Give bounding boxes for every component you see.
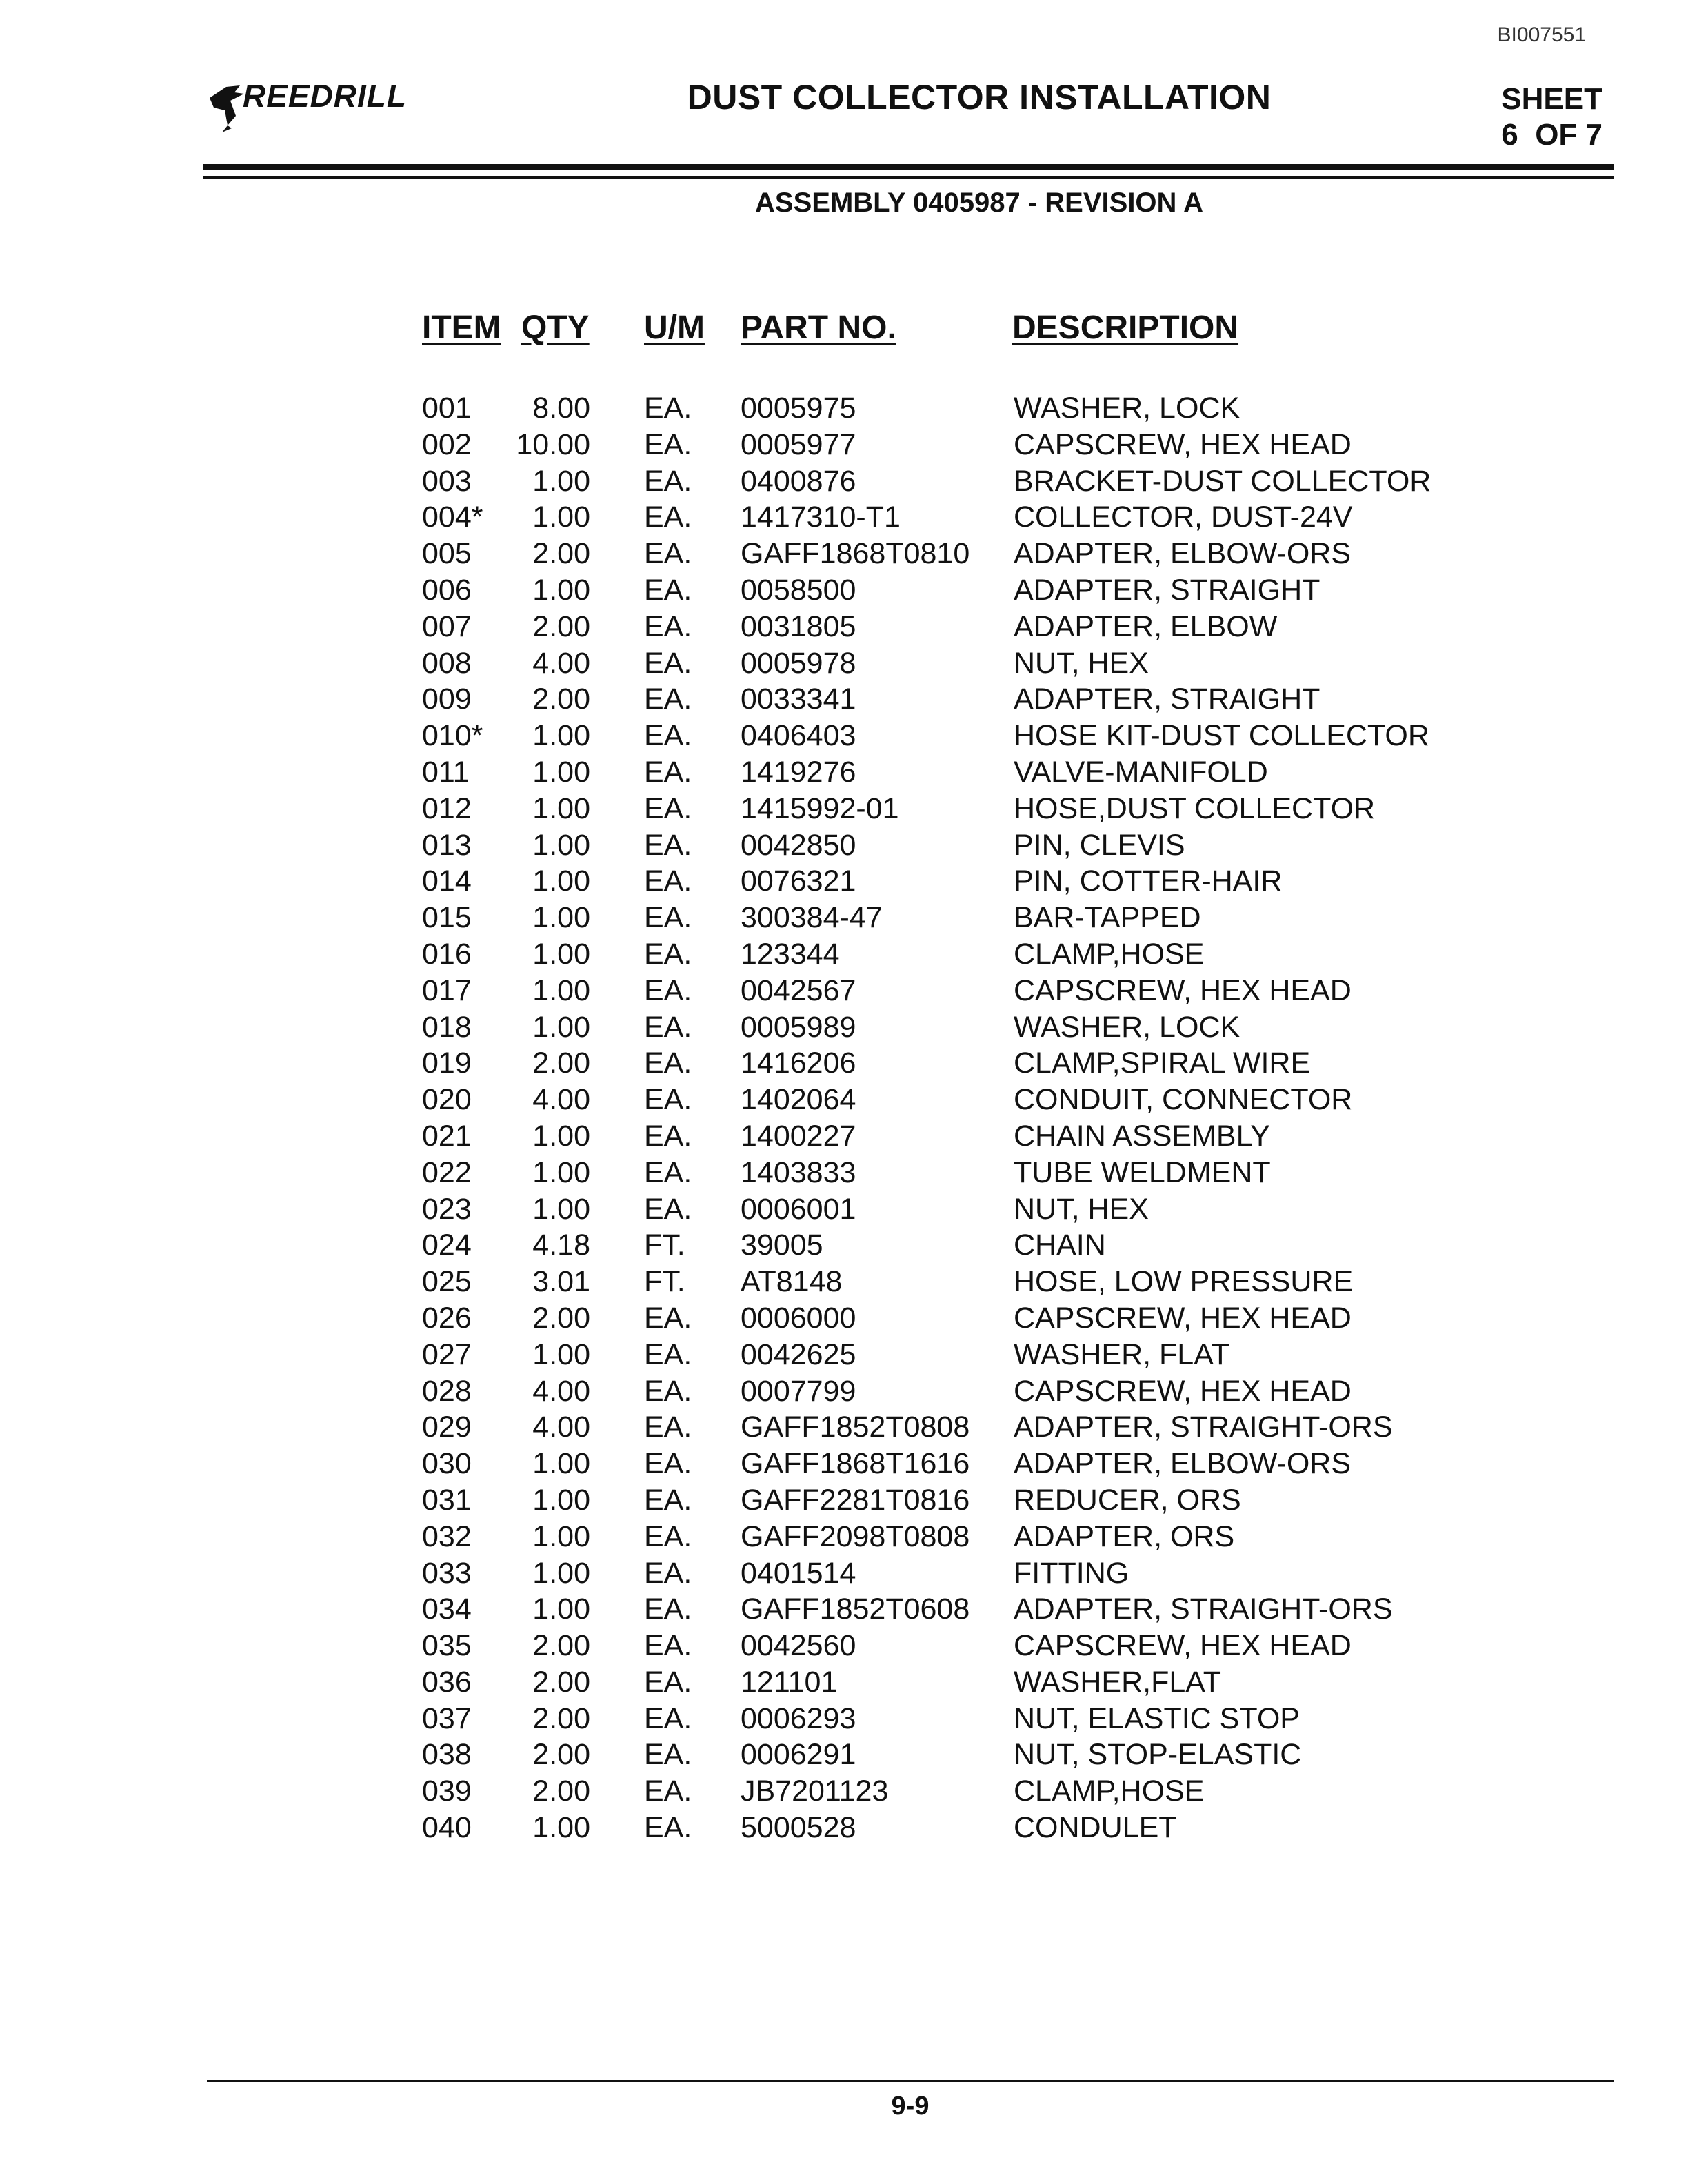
item-cell: 035: [422, 1629, 472, 1663]
um-cell: EA.: [644, 1337, 692, 1371]
part-number-cell: GAFF2281T0816: [741, 1483, 970, 1517]
col-header-qty: QTY: [521, 310, 590, 346]
qty-cell: 1.00: [532, 828, 590, 862]
table-row: [0, 392, 1688, 428]
table-row: [0, 938, 1688, 974]
qty-cell: 1.00: [532, 1593, 590, 1626]
part-number-cell: 123344: [741, 937, 840, 971]
table-row: [0, 1011, 1688, 1047]
item-cell: 010*: [422, 719, 483, 753]
um-cell: EA.: [644, 1701, 692, 1735]
table-row: [0, 974, 1688, 1011]
table-row: [0, 1193, 1688, 1229]
qty-cell: 1.00: [532, 791, 590, 825]
um-cell: EA.: [644, 646, 692, 680]
description-cell: VALVE-MANIFOLD: [1014, 755, 1268, 789]
table-row: [0, 682, 1688, 719]
item-cell: 037: [422, 1701, 472, 1735]
item-cell: 019: [422, 1046, 472, 1080]
um-cell: EA.: [644, 1775, 692, 1808]
part-number-cell: 1419276: [741, 755, 856, 789]
qty-cell: 1.00: [532, 973, 590, 1007]
item-cell: 022: [422, 1155, 472, 1189]
um-cell: EA.: [644, 609, 692, 643]
part-number-cell: 0058500: [741, 573, 856, 607]
item-cell: 028: [422, 1374, 472, 1408]
part-number-cell: GAFF1852T0608: [741, 1593, 970, 1626]
item-cell: 005: [422, 537, 472, 571]
table-row: [0, 1375, 1688, 1411]
table-row: [0, 1811, 1688, 1848]
um-cell: EA.: [644, 1593, 692, 1626]
description-cell: ADAPTER, STRAIGHT-ORS: [1014, 1410, 1393, 1444]
part-number-cell: 0042850: [741, 828, 856, 862]
qty-cell: 1.00: [532, 573, 590, 607]
table-row: [0, 574, 1688, 610]
part-number-cell: GAFF1868T1616: [741, 1447, 970, 1481]
um-cell: EA.: [644, 1447, 692, 1481]
part-number-cell: GAFF1868T0810: [741, 537, 970, 571]
part-number-cell: 5000528: [741, 1811, 856, 1845]
table-row: [0, 756, 1688, 792]
qty-cell: 1.00: [532, 937, 590, 971]
description-cell: WASHER, FLAT: [1014, 1337, 1229, 1371]
qty-cell: 1.00: [532, 865, 590, 898]
part-number-cell: 0076321: [741, 865, 856, 898]
item-cell: 021: [422, 1119, 472, 1153]
um-cell: EA.: [644, 1738, 692, 1772]
part-number-cell: GAFF2098T0808: [741, 1519, 970, 1553]
description-cell: BAR-TAPPED: [1014, 901, 1201, 935]
item-cell: 030: [422, 1447, 472, 1481]
um-cell: EA.: [644, 937, 692, 971]
qty-cell: 1.00: [532, 464, 590, 498]
item-cell: 007: [422, 609, 472, 643]
item-cell: 031: [422, 1483, 472, 1517]
item-cell: 012: [422, 791, 472, 825]
part-number-cell: 0042567: [741, 973, 856, 1007]
qty-cell: 1.00: [532, 1811, 590, 1845]
item-cell: 040: [422, 1811, 472, 1845]
qty-cell: 1.00: [532, 1155, 590, 1189]
part-number-cell: 1417310-T1: [741, 501, 901, 534]
part-number-cell: 0033341: [741, 682, 856, 716]
qty-cell: 8.00: [532, 392, 590, 425]
um-cell: EA.: [644, 828, 692, 862]
qty-cell: 1.00: [532, 719, 590, 753]
um-cell: EA.: [644, 1519, 692, 1553]
assembly-heading: ASSEMBLY 0405987 - REVISION A: [755, 188, 1203, 218]
table-row: [0, 1702, 1688, 1739]
logo-bird-icon: [207, 77, 248, 132]
item-cell: 003: [422, 464, 472, 498]
um-cell: EA.: [644, 682, 692, 716]
qty-cell: 2.00: [532, 1701, 590, 1735]
col-header-description: DESCRIPTION: [1012, 310, 1239, 346]
item-cell: 033: [422, 1556, 472, 1590]
description-cell: WASHER, LOCK: [1014, 1010, 1240, 1044]
qty-cell: 1.00: [532, 1519, 590, 1553]
footer-rule: [207, 2080, 1614, 2082]
qty-cell: 2.00: [532, 1665, 590, 1699]
part-number-cell: 1400227: [741, 1119, 856, 1153]
table-row: [0, 792, 1688, 829]
um-cell: EA.: [644, 1155, 692, 1189]
description-cell: CLAMP,HOSE: [1014, 1775, 1205, 1808]
part-number-cell: AT8148: [741, 1265, 843, 1299]
description-cell: ADAPTER, STRAIGHT-ORS: [1014, 1593, 1393, 1626]
qty-cell: 1.00: [532, 1192, 590, 1226]
sheet-indicator: [1420, 81, 1602, 153]
table-row: [0, 1120, 1688, 1156]
table-row: [0, 1302, 1688, 1338]
description-cell: CONDULET: [1014, 1811, 1177, 1845]
qty-cell: 1.00: [532, 1337, 590, 1371]
um-cell: EA.: [644, 1483, 692, 1517]
table-row: [0, 829, 1688, 865]
logo-wordmark: REEDRILL: [243, 78, 407, 114]
description-cell: CHAIN ASSEMBLY: [1014, 1119, 1270, 1153]
um-cell: EA.: [644, 1629, 692, 1663]
qty-cell: 2.00: [532, 609, 590, 643]
description-cell: CLAMP,HOSE: [1014, 937, 1205, 971]
um-cell: EA.: [644, 1083, 692, 1117]
um-cell: EA.: [644, 1301, 692, 1335]
table-row: [0, 1083, 1688, 1120]
table-row: [0, 1520, 1688, 1557]
qty-cell: 3.01: [532, 1265, 590, 1299]
um-cell: EA.: [644, 464, 692, 498]
description-cell: NUT, STOP-ELASTIC: [1014, 1738, 1302, 1772]
part-number-cell: 1415992-01: [741, 791, 899, 825]
um-cell: EA.: [644, 501, 692, 534]
table-row: [0, 1738, 1688, 1775]
qty-cell: 1.00: [532, 901, 590, 935]
part-number-cell: 0031805: [741, 609, 856, 643]
part-number-cell: 121101: [741, 1665, 838, 1699]
qty-cell: 1.00: [532, 755, 590, 789]
table-row: [0, 1775, 1688, 1811]
um-cell: EA.: [644, 973, 692, 1007]
um-cell: EA.: [644, 427, 692, 461]
description-cell: COLLECTOR, DUST-24V: [1014, 501, 1353, 534]
item-cell: 015: [422, 901, 472, 935]
table-row: [0, 865, 1688, 901]
col-header-item: ITEM: [422, 310, 501, 346]
description-cell: ADAPTER, ELBOW: [1014, 609, 1278, 643]
part-number-cell: 0406403: [741, 719, 856, 753]
description-cell: ADAPTER, STRAIGHT: [1014, 573, 1320, 607]
um-cell: EA.: [644, 1010, 692, 1044]
part-number-cell: 0005977: [741, 427, 856, 461]
item-cell: 018: [422, 1010, 472, 1044]
qty-cell: 2.00: [532, 1775, 590, 1808]
description-cell: PIN, CLEVIS: [1014, 828, 1185, 862]
table-row: [0, 501, 1688, 537]
table-row: [0, 1557, 1688, 1593]
qty-cell: 1.00: [532, 1119, 590, 1153]
item-cell: 027: [422, 1337, 472, 1371]
qty-cell: 4.00: [532, 1410, 590, 1444]
qty-cell: 4.18: [532, 1228, 590, 1262]
description-cell: HOSE, LOW PRESSURE: [1014, 1265, 1354, 1299]
table-row: [0, 1629, 1688, 1666]
part-number-cell: 0005978: [741, 646, 856, 680]
um-cell: EA.: [644, 1374, 692, 1408]
item-cell: 024: [422, 1228, 472, 1262]
item-cell: 006: [422, 573, 472, 607]
part-number-cell: 1403833: [741, 1155, 856, 1189]
description-cell: CLAMP,SPIRAL WIRE: [1014, 1046, 1311, 1080]
qty-cell: 2.00: [532, 682, 590, 716]
description-cell: TUBE WELDMENT: [1014, 1155, 1271, 1189]
table-row: [0, 647, 1688, 683]
document-id: BI007551: [1497, 23, 1586, 46]
part-number-cell: 0400876: [741, 464, 856, 498]
item-cell: 032: [422, 1519, 472, 1553]
item-cell: 017: [422, 973, 472, 1007]
table-row: [0, 1484, 1688, 1520]
description-cell: ADAPTER, ORS: [1014, 1519, 1235, 1553]
description-cell: ADAPTER, ELBOW-ORS: [1014, 1447, 1352, 1481]
description-cell: CAPSCREW, HEX HEAD: [1014, 1629, 1352, 1663]
part-number-cell: 39005: [741, 1228, 823, 1262]
part-number-cell: GAFF1852T0808: [741, 1410, 970, 1444]
description-cell: NUT, HEX: [1014, 1192, 1149, 1226]
part-number-cell: 0007799: [741, 1374, 856, 1408]
qty-cell: 1.00: [532, 1483, 590, 1517]
description-cell: ADAPTER, ELBOW-ORS: [1014, 537, 1352, 571]
item-cell: 026: [422, 1301, 472, 1335]
sheet-number: 6 OF 7: [1501, 118, 1602, 152]
qty-cell: 2.00: [532, 1046, 590, 1080]
table-row: [0, 1046, 1688, 1083]
part-number-cell: 0042560: [741, 1629, 856, 1663]
item-cell: 023: [422, 1192, 472, 1226]
table-row: [0, 1156, 1688, 1193]
um-cell: EA.: [644, 1192, 692, 1226]
parts-table: [0, 392, 1688, 1848]
table-row: [0, 1593, 1688, 1629]
part-number-cell: 0006293: [741, 1701, 856, 1735]
um-cell: EA.: [644, 1665, 692, 1699]
qty-cell: 2.00: [532, 537, 590, 571]
um-cell: EA.: [644, 755, 692, 789]
part-number-cell: 0006000: [741, 1301, 856, 1335]
description-cell: CHAIN: [1014, 1228, 1106, 1262]
um-cell: FT.: [644, 1228, 685, 1262]
part-number-cell: 0005989: [741, 1010, 856, 1044]
um-cell: EA.: [644, 1556, 692, 1590]
header-rule-thin: [203, 176, 1614, 179]
item-cell: 029: [422, 1410, 472, 1444]
description-cell: ADAPTER, STRAIGHT: [1014, 682, 1320, 716]
um-cell: EA.: [644, 1046, 692, 1080]
item-cell: 004*: [422, 501, 483, 534]
item-cell: 034: [422, 1593, 472, 1626]
um-cell: EA.: [644, 537, 692, 571]
item-cell: 020: [422, 1083, 472, 1117]
page-number: 9-9: [891, 2092, 930, 2121]
um-cell: EA.: [644, 719, 692, 753]
item-cell: 025: [422, 1265, 472, 1299]
description-cell: WASHER,FLAT: [1014, 1665, 1222, 1699]
part-number-cell: 0006291: [741, 1738, 856, 1772]
qty-cell: 1.00: [532, 1010, 590, 1044]
description-cell: CONDUIT, CONNECTOR: [1014, 1083, 1353, 1117]
table-row: [0, 1338, 1688, 1375]
description-cell: CAPSCREW, HEX HEAD: [1014, 973, 1352, 1007]
um-cell: EA.: [644, 865, 692, 898]
description-cell: NUT, ELASTIC STOP: [1014, 1701, 1300, 1735]
description-cell: REDUCER, ORS: [1014, 1483, 1241, 1517]
qty-cell: 1.00: [532, 1447, 590, 1481]
page-title: DUST COLLECTOR INSTALLATION: [687, 78, 1272, 117]
description-cell: CAPSCREW, HEX HEAD: [1014, 1301, 1352, 1335]
table-row: [0, 719, 1688, 756]
qty-cell: 1.00: [532, 501, 590, 534]
part-number-cell: 1402064: [741, 1083, 856, 1117]
description-cell: FITTING: [1014, 1556, 1129, 1590]
table-row: [0, 610, 1688, 647]
qty-cell: 2.00: [532, 1629, 590, 1663]
col-header-part: PART NO.: [741, 310, 896, 346]
item-cell: 013: [422, 828, 472, 862]
company-logo: [207, 77, 414, 132]
description-cell: HOSE,DUST COLLECTOR: [1014, 791, 1376, 825]
col-header-um: U/M: [644, 310, 705, 346]
item-cell: 002: [422, 427, 472, 461]
part-number-cell: 300384-47: [741, 901, 883, 935]
qty-cell: 4.00: [532, 1083, 590, 1117]
table-row: [0, 1410, 1688, 1447]
item-cell: 039: [422, 1775, 472, 1808]
description-cell: PIN, COTTER-HAIR: [1014, 865, 1283, 898]
table-row: [0, 901, 1688, 938]
table-row: [0, 537, 1688, 574]
part-number-cell: JB7201123: [741, 1775, 889, 1808]
part-number-cell: 0042625: [741, 1337, 856, 1371]
item-cell: 016: [422, 937, 472, 971]
um-cell: EA.: [644, 392, 692, 425]
description-cell: CAPSCREW, HEX HEAD: [1014, 427, 1352, 461]
description-cell: BRACKET-DUST COLLECTOR: [1014, 464, 1431, 498]
qty-cell: 2.00: [532, 1301, 590, 1335]
item-cell: 036: [422, 1665, 472, 1699]
header-rule-thick: [203, 164, 1614, 170]
table-row: [0, 1265, 1688, 1302]
item-cell: 011: [422, 755, 470, 789]
qty-cell: 2.00: [532, 1738, 590, 1772]
um-cell: FT.: [644, 1265, 685, 1299]
table-row: [0, 1447, 1688, 1484]
description-cell: HOSE KIT-DUST COLLECTOR: [1014, 719, 1429, 753]
table-header: [0, 309, 1688, 350]
item-cell: 001: [422, 392, 472, 425]
qty-cell: 10.00: [516, 427, 590, 461]
sheet-label: SHEET: [1501, 82, 1602, 116]
qty-cell: 1.00: [532, 1556, 590, 1590]
qty-cell: 4.00: [532, 646, 590, 680]
qty-cell: 4.00: [532, 1374, 590, 1408]
description-cell: CAPSCREW, HEX HEAD: [1014, 1374, 1352, 1408]
table-row: [0, 1228, 1688, 1265]
item-cell: 008: [422, 646, 472, 680]
um-cell: EA.: [644, 1410, 692, 1444]
description-cell: NUT, HEX: [1014, 646, 1149, 680]
item-cell: 014: [422, 865, 472, 898]
table-row: [0, 428, 1688, 465]
item-cell: 038: [422, 1738, 472, 1772]
item-cell: 009: [422, 682, 472, 716]
table-row: [0, 465, 1688, 501]
um-cell: EA.: [644, 791, 692, 825]
um-cell: EA.: [644, 573, 692, 607]
um-cell: EA.: [644, 1119, 692, 1153]
um-cell: EA.: [644, 901, 692, 935]
um-cell: EA.: [644, 1811, 692, 1845]
part-number-cell: 0401514: [741, 1556, 856, 1590]
part-number-cell: 0006001: [741, 1192, 856, 1226]
table-row: [0, 1666, 1688, 1702]
part-number-cell: 1416206: [741, 1046, 856, 1080]
part-number-cell: 0005975: [741, 392, 856, 425]
description-cell: WASHER, LOCK: [1014, 392, 1240, 425]
